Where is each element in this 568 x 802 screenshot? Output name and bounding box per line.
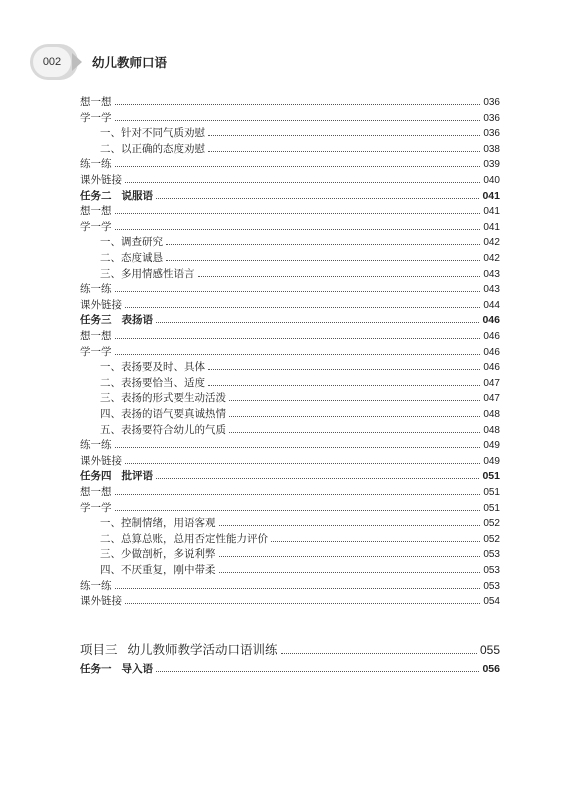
toc-entry-title: 一、针对不同气质劝慰	[100, 127, 205, 140]
toc-entry-subtitle: 表扬语	[121, 314, 153, 327]
toc-entry-title: 二、态度诚恳	[100, 252, 163, 264]
toc-entry-sub[interactable]	[100, 515, 500, 531]
dot-leader	[115, 344, 481, 355]
toc-entry-title: 任务二	[80, 189, 112, 202]
toc-entry-sub[interactable]	[100, 562, 500, 578]
toc-entry-sub[interactable]	[100, 422, 500, 438]
toc-entry-page: 046	[483, 362, 500, 374]
toc-entry-item[interactable]	[80, 328, 500, 344]
toc-entry-item[interactable]	[80, 156, 500, 172]
toc-entry-page: 048	[483, 409, 500, 420]
toc-entry-item[interactable]	[80, 219, 500, 235]
toc-entry-title: 想一想	[80, 205, 112, 218]
toc-entry-title: 任务四	[80, 470, 112, 483]
toc-entry-task[interactable]	[80, 468, 500, 484]
toc-entry-page: 043	[483, 268, 500, 280]
toc-entry-title: 课外链接	[80, 174, 122, 186]
dot-leader	[229, 406, 480, 417]
toc-entry-subtitle: 导入语	[121, 662, 153, 675]
dot-leader	[115, 500, 481, 511]
dot-leader	[208, 141, 480, 152]
toc-entry-title: 学一学	[80, 220, 112, 233]
toc-entry-label	[100, 234, 163, 250]
toc-entry-title: 想一想	[80, 486, 112, 498]
toc-entry-sub[interactable]	[100, 359, 500, 375]
toc-entry-page: 046	[483, 346, 500, 358]
toc-entry-sub[interactable]	[100, 250, 500, 266]
toc-entry-item[interactable]	[80, 437, 500, 453]
dot-leader	[115, 328, 481, 339]
toc-entry-label	[100, 141, 205, 157]
toc-entry-label	[80, 661, 153, 677]
toc-entry-title: 练一练	[80, 283, 112, 296]
dot-leader	[115, 437, 481, 448]
toc-entry-label	[80, 281, 112, 297]
toc-entry-label	[100, 406, 226, 422]
toc-entry-title: 练一练	[80, 579, 112, 592]
toc-entry-label	[80, 156, 112, 172]
page-number-badge	[30, 44, 78, 80]
toc-entry-sub[interactable]	[100, 390, 500, 406]
toc-entry-title: 三、多用情感性语言	[100, 267, 195, 280]
toc-entry-page: 040	[483, 175, 500, 186]
toc-entry-sub[interactable]	[100, 406, 500, 422]
dot-leader	[219, 562, 481, 573]
toc-entry-label	[80, 328, 112, 344]
toc-entry-page: 047	[483, 377, 500, 389]
toc-entry-page: 056	[482, 662, 500, 675]
toc-entry-title: 练一练	[80, 439, 112, 452]
toc-entry-title: 任务三	[80, 314, 112, 327]
toc-entry-item[interactable]	[80, 94, 500, 110]
dot-leader	[198, 266, 481, 277]
dot-leader	[281, 640, 477, 654]
toc-entry-label	[100, 562, 216, 578]
dot-leader	[115, 110, 481, 121]
toc-entry-item[interactable]	[80, 344, 500, 360]
toc-entry-page: 051	[483, 502, 500, 514]
toc-entry-label	[100, 250, 163, 266]
toc-entry-page: 041	[483, 206, 500, 218]
dot-leader	[166, 234, 480, 245]
toc-entry-item[interactable]	[80, 484, 500, 500]
toc-entry-project[interactable]	[80, 639, 500, 661]
dot-leader	[125, 172, 480, 183]
toc-entry-title: 二、表扬要恰当、适度	[100, 376, 205, 389]
dot-leader	[115, 578, 481, 589]
toc-entry-subtitle: 幼儿教师教学活动口语训练	[127, 641, 278, 657]
toc-entry-title: 三、少做剖析，多说利弊	[100, 548, 216, 561]
toc-entry-sub[interactable]	[100, 375, 500, 391]
toc-entry-title: 课外链接	[80, 298, 122, 311]
badge-arrow-icon	[72, 53, 82, 71]
dot-leader	[156, 312, 479, 323]
dot-leader	[125, 593, 480, 604]
toc-entry-item[interactable]	[80, 203, 500, 219]
toc-entry-page: 042	[483, 237, 500, 249]
toc-entry-task[interactable]	[80, 188, 500, 204]
toc-entry-page: 036	[483, 112, 500, 124]
toc-entry-title: 五、表扬要符合幼儿的气质	[100, 423, 226, 436]
toc-entry-item[interactable]	[80, 172, 500, 188]
toc-entry-label	[80, 500, 112, 516]
toc-entry-task[interactable]	[80, 661, 500, 677]
dot-leader	[115, 94, 481, 105]
toc-entry-sub[interactable]	[100, 125, 500, 141]
toc-entry-label	[80, 593, 122, 609]
toc-entry-label	[80, 94, 112, 110]
toc-entry-label	[100, 125, 205, 141]
dot-leader	[166, 250, 480, 261]
toc-entry-page: 041	[483, 221, 500, 233]
page-number: 002	[33, 47, 71, 77]
toc-entry-page: 046	[483, 331, 500, 342]
toc-entry-item[interactable]	[80, 578, 500, 594]
toc-entry-label	[80, 437, 112, 453]
toc-entry-item[interactable]	[80, 281, 500, 297]
toc-entry-title: 想一想	[80, 330, 112, 342]
dot-leader	[208, 359, 480, 370]
toc-entry-title: 课外链接	[80, 454, 122, 467]
toc-entry-sub[interactable]	[100, 266, 500, 282]
toc-entry-page: 043	[483, 284, 500, 296]
dot-leader	[115, 281, 481, 292]
toc-entry-subtitle: 说服语	[121, 189, 153, 202]
toc-entry-label	[100, 515, 216, 531]
toc-entry-page: 049	[483, 455, 500, 467]
dot-leader	[115, 484, 481, 495]
toc-entry-label	[80, 453, 122, 469]
toc-entry-title: 二、总算总账，总用否定性能力评价	[100, 532, 268, 545]
toc-entry-title: 一、表扬要及时、具体	[100, 361, 205, 374]
toc-entry-page: 051	[483, 487, 500, 498]
toc-entry-page: 053	[483, 549, 500, 561]
toc-entry-page: 044	[483, 299, 500, 311]
toc-entry-label	[100, 266, 195, 282]
toc-entry-item[interactable]	[80, 110, 500, 126]
dot-leader	[208, 125, 480, 136]
toc-entry-title: 学一学	[80, 111, 112, 124]
toc-entry-title: 任务一	[80, 662, 112, 675]
dot-leader	[115, 156, 481, 167]
toc-entry-page: 041	[482, 189, 500, 202]
toc-entry-label	[80, 344, 112, 360]
toc-entry-label	[80, 110, 112, 126]
toc-entry-label	[100, 422, 226, 438]
toc-entry-label	[100, 390, 226, 406]
toc-entry-title: 想一想	[80, 96, 112, 108]
toc-entry-page: 047	[483, 393, 500, 405]
toc-entry-label	[80, 297, 122, 313]
toc-entry-page: 052	[483, 533, 500, 545]
toc-entry-page: 039	[483, 159, 500, 171]
toc-entry-title: 项目三	[80, 641, 118, 657]
toc-entry-item[interactable]	[80, 453, 500, 469]
toc-entry-label	[80, 188, 153, 204]
toc-entry-page: 053	[483, 580, 500, 592]
dot-leader	[115, 203, 481, 214]
toc-entry-item[interactable]	[80, 500, 500, 516]
dot-leader	[229, 422, 480, 433]
toc-entry-title: 学一学	[80, 345, 112, 358]
toc-entry-title: 四、不厌重复，刚中带柔	[100, 564, 216, 576]
toc-entry-label	[100, 531, 268, 547]
dot-leader	[219, 515, 481, 526]
toc-entry-title: 一、控制情绪，用语客观	[100, 517, 216, 530]
toc-entry-title: 三、表扬的形式要生动活泼	[100, 392, 226, 405]
toc-entry-page: 042	[483, 253, 500, 264]
toc-entry-label	[80, 219, 112, 235]
toc-entry-label	[100, 375, 205, 391]
toc-entry-sub[interactable]	[100, 546, 500, 562]
toc-entry-sub[interactable]	[100, 141, 500, 157]
toc-entry-page: 048	[483, 424, 500, 436]
toc-entry-label	[100, 359, 205, 375]
toc-entry-label	[80, 578, 112, 594]
toc-entry-page: 036	[483, 97, 500, 108]
dot-leader	[125, 453, 480, 464]
toc-entry-page: 049	[483, 440, 500, 452]
toc-entry-page: 051	[482, 470, 500, 483]
toc-entry-title: 练一练	[80, 158, 112, 171]
page-header	[30, 44, 230, 80]
toc-entry-label	[80, 639, 278, 661]
toc-entry-label	[80, 468, 153, 484]
toc-entry-title: 课外链接	[80, 595, 122, 608]
dot-leader	[125, 297, 480, 308]
toc-entry-title: 二、以正确的态度劝慰	[100, 142, 205, 155]
toc-entry-item[interactable]	[80, 593, 500, 609]
toc-entry-page: 052	[483, 518, 500, 530]
toc-entry-sub[interactable]	[100, 531, 500, 547]
toc-entry-page: 036	[483, 128, 500, 140]
toc-entry-page: 054	[483, 596, 500, 608]
dot-leader	[156, 188, 479, 199]
dot-leader	[229, 390, 480, 401]
toc-entry-title: 一、调查研究	[100, 236, 163, 249]
book-title: 幼儿教师口语	[92, 55, 168, 70]
toc-entry-label	[80, 484, 112, 500]
dot-leader	[115, 219, 481, 230]
toc-entry-task[interactable]	[80, 312, 500, 328]
toc-entry-page: 038	[483, 143, 500, 155]
toc-entry-page: 055	[479, 642, 500, 657]
toc-entry-label	[80, 203, 112, 219]
toc-entry-subtitle: 批评语	[121, 470, 153, 483]
toc-entry-title: 学一学	[80, 501, 112, 514]
toc-entry-sub[interactable]	[100, 234, 500, 250]
dot-leader	[208, 375, 480, 386]
dot-leader	[156, 661, 479, 672]
toc-entry-label	[80, 172, 122, 188]
toc-entry-item[interactable]	[80, 297, 500, 313]
toc-entry-title: 四、表扬的语气要真诚热情	[100, 408, 226, 420]
dot-leader	[219, 546, 481, 557]
dot-leader	[271, 531, 480, 542]
toc-entry-page: 046	[482, 314, 500, 327]
dot-leader	[156, 468, 479, 479]
toc-entry-label	[80, 312, 153, 328]
toc-entry-page: 053	[483, 565, 500, 576]
toc-entry-label	[100, 546, 216, 562]
